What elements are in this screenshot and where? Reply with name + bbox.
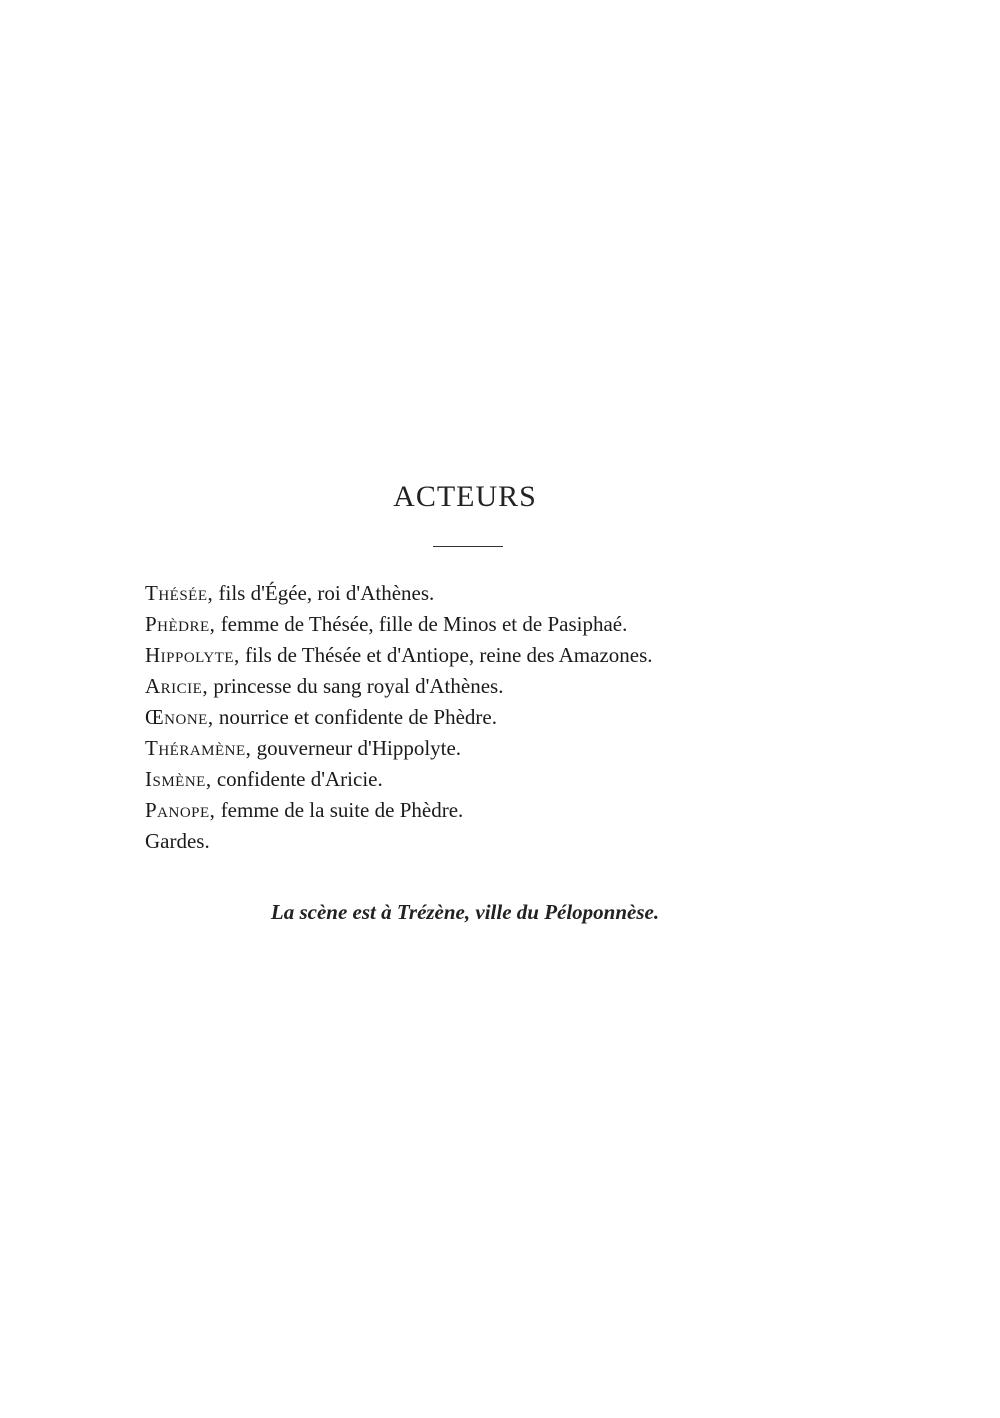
cast-item (145, 609, 653, 640)
cast-item (145, 733, 653, 764)
role-name: Aricie, (145, 674, 209, 698)
page-title: ACTEURS (393, 480, 537, 513)
role-description: femme de Thésée, fille de Minos et de Pasiphaé. (215, 612, 628, 636)
cast-item (145, 795, 653, 826)
cast-item (145, 640, 653, 671)
role-name: Théramène, (145, 736, 252, 760)
role-name: Hippolyte, (145, 643, 240, 667)
role-name: Panope, (145, 798, 216, 822)
role-description: nourrice et confidente de Phèdre. (213, 705, 497, 729)
role-name: Œnone, (145, 705, 214, 729)
title-divider (433, 546, 503, 547)
role-description: gouverneur d'Hippolyte. (251, 736, 462, 760)
role-name: Phèdre, (145, 612, 216, 636)
role-description: confidente d'Aricie. (211, 767, 383, 791)
role-name: Thésée, (145, 581, 214, 605)
role-description: fils d'Égée, roi d'Athènes. (213, 581, 435, 605)
role-name: Ismène, (145, 767, 212, 791)
role-description: princesse du sang royal d'Athènes. (208, 674, 504, 698)
cast-item (145, 764, 653, 795)
cast-item (145, 826, 653, 857)
cast-item (145, 578, 653, 609)
cast-item (145, 671, 653, 702)
role-description: femme de la suite de Phèdre. (215, 798, 464, 822)
role-description: Gardes. (145, 829, 210, 853)
role-description: fils de Thésée et d'Antiope, reine des Amazones. (239, 643, 653, 667)
scene-setting: La scène est à Trézène, ville du Péloponnèse. (270, 900, 660, 924)
cast-item (145, 702, 653, 733)
cast-list (145, 578, 653, 857)
